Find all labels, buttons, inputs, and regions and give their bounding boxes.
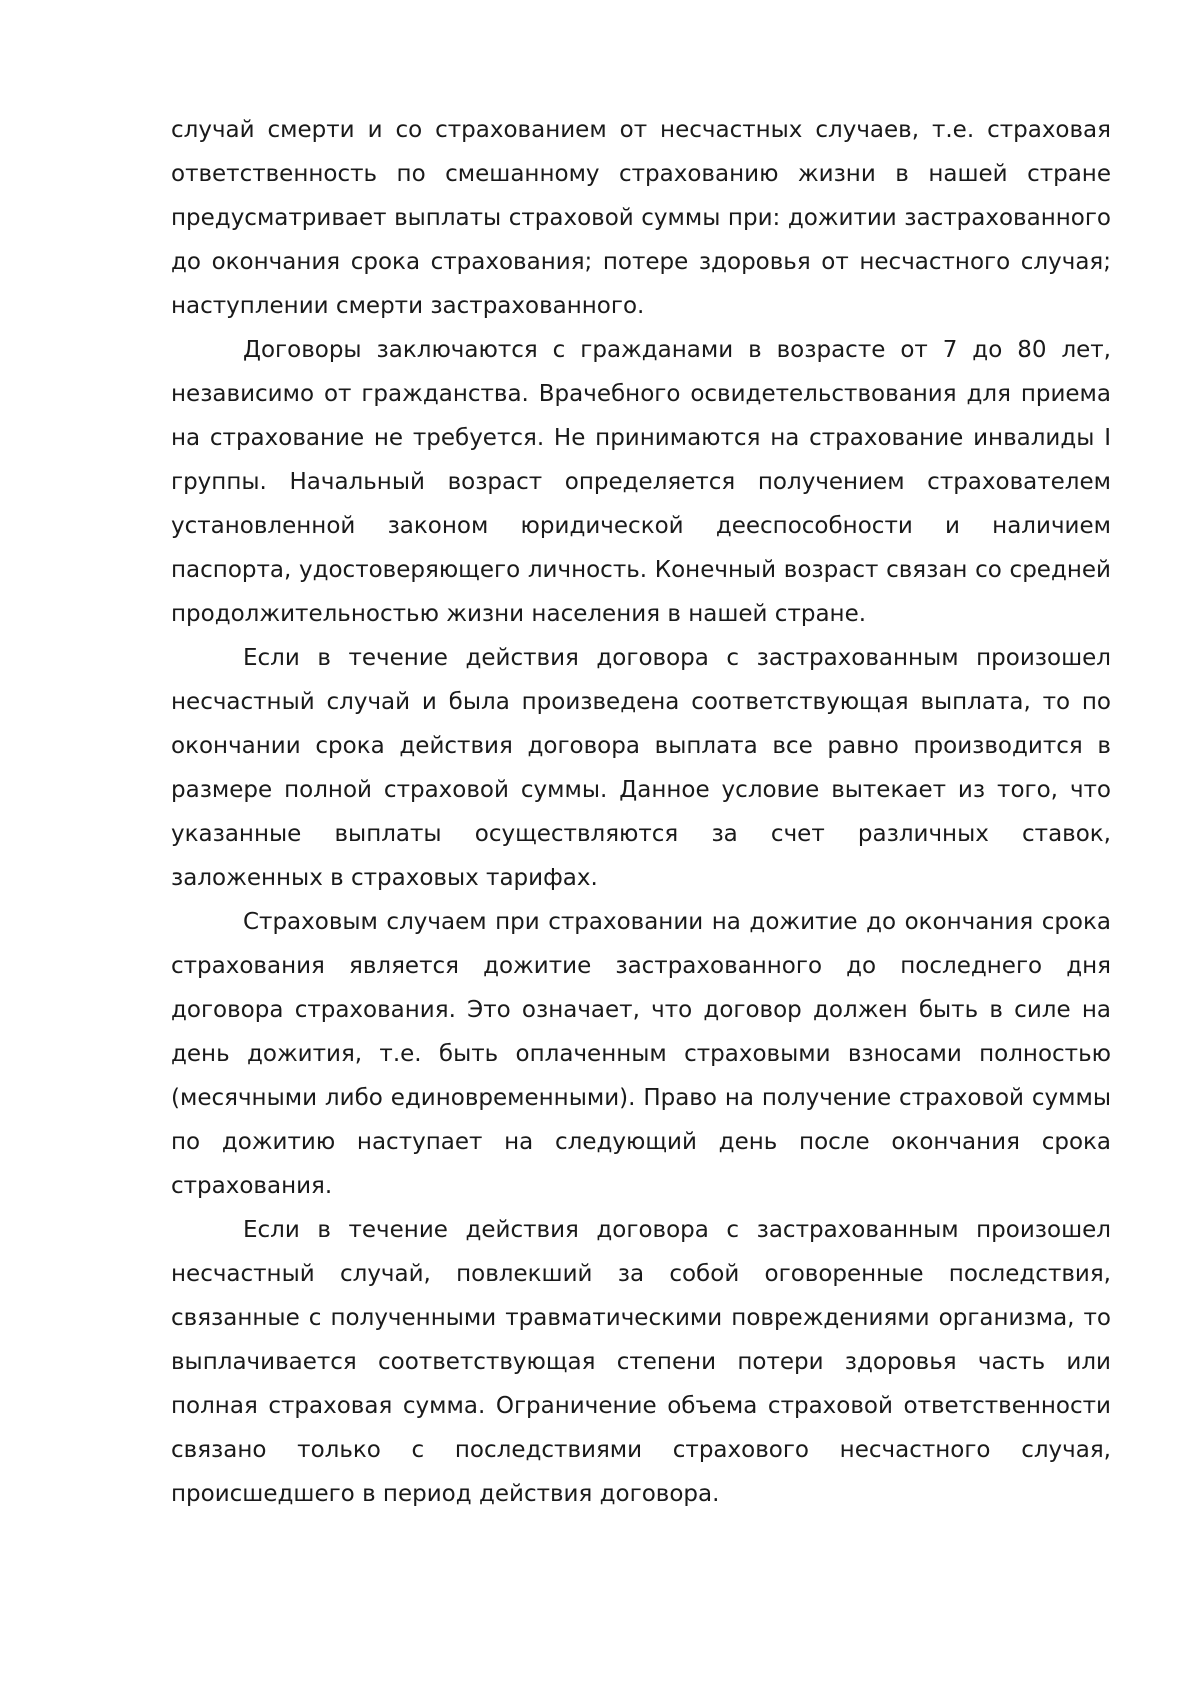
paragraph-5: Если в течение действия договора с застрахованным произошел несчастный случай, повлекший за собой оговоренные последствия, связанные с полученными травматическими повреждениями организма, то выплачивается соответствующая степени потери здоровья часть или полная страховая сумма. Ограничение объема страховой ответственности связано только с последствиями страхового несчастного случая, происшедшего в период действия договора.	[171, 1217, 1111, 1507]
paragraph-4: Страховым случаем при страховании на дожитие до окончания срока страхования является дожитие застрахованного до последнего дня договора страхования. Это означает, что договор должен быть в силе на день дожития, т.е. быть оплаченным страховыми взносами полностью (месячными либо единовременными). Право на получение страховой суммы по дожитию наступает на следующий день после окончания срока страхования.	[171, 909, 1111, 1199]
document-page	[171, 108, 1111, 1516]
paragraph-1: случай смерти и со страхованием от несчастных случаев, т.е. страховая ответственность по смешанному страхованию жизни в нашей стране предусматривает выплаты страховой суммы при: дожитии застрахованного до окончания срока страхования; потере здоровья от несчастного случая; наступлении смерти застрахованного.	[171, 117, 1111, 319]
paragraph-3: Если в течение действия договора с застрахованным произошел несчастный случай и была произведена соответствующая выплата, то по окончании срока действия договора выплата все равно производится в размере полной страховой суммы. Данное условие вытекает из того, что указанные выплаты осуществляются за счет различных ставок, заложенных в страховых тарифах.	[171, 645, 1111, 891]
paragraph-2: Договоры заключаются с гражданами в возрасте от 7 до 80 лет, независимо от гражданства. Врачебного освидетельствования для приема на страхование не требуется. Не принимаются на страхование инвалиды I группы. Начальный возраст определяется получением страхователем установленной законом юридической дееспособности и наличием паспорта, удостоверяющего личность. Конечный возраст связан со средней продолжительностью жизни населения в нашей стране.	[171, 337, 1111, 627]
